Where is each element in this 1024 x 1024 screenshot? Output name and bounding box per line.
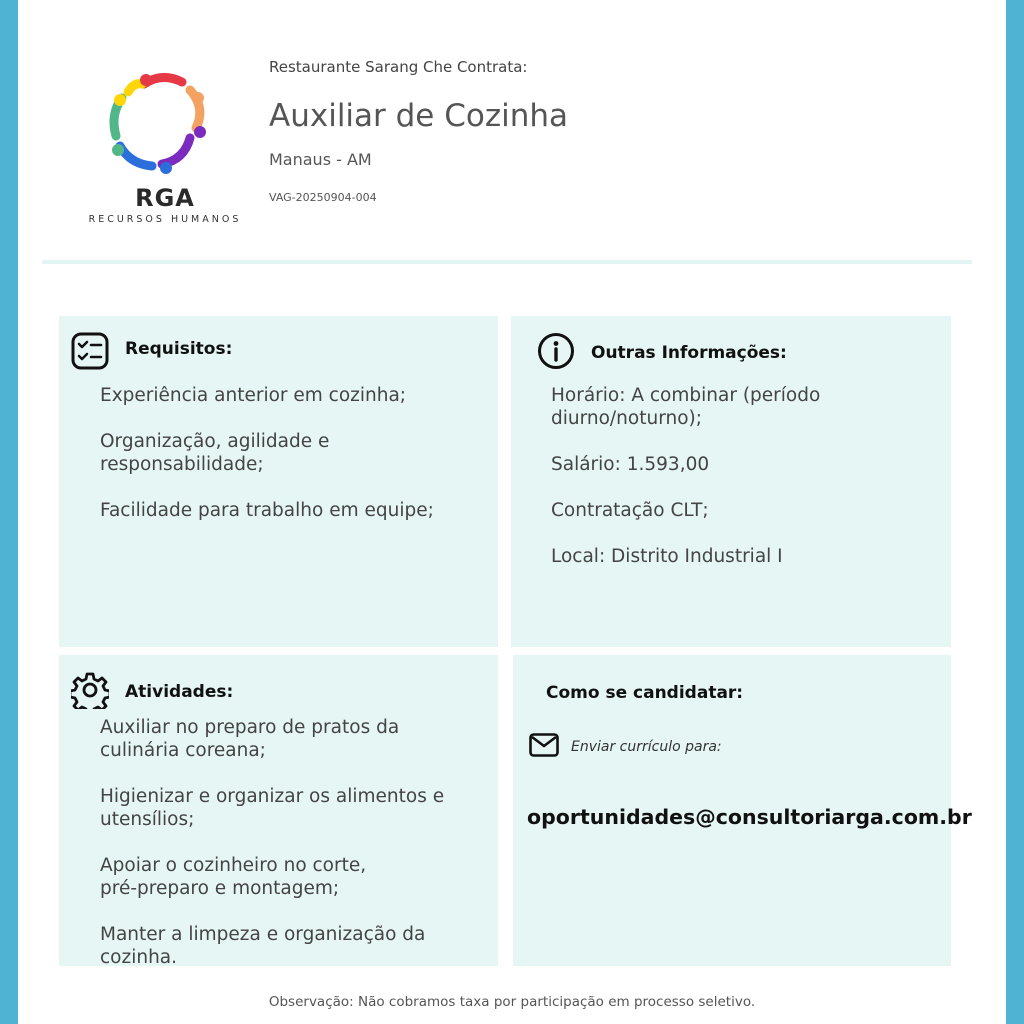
outras-informacoes-card xyxy=(511,316,951,647)
job-posting-sheet xyxy=(18,0,1006,1024)
outras-header xyxy=(537,332,787,374)
header-divider xyxy=(42,260,972,264)
list-item: Experiência anterior em cozinha; xyxy=(100,385,407,406)
list-item: Higienizar e organizar os alimentos e utensílios; xyxy=(100,786,445,830)
job-title: Auxiliar de Cozinha xyxy=(269,98,569,134)
job-code: VAG-20250904-004 xyxy=(269,191,377,204)
requisitos-title: Requisitos: xyxy=(125,339,233,359)
atividades-header xyxy=(71,671,233,713)
requisitos-header xyxy=(71,332,232,374)
list-item: Salário: 1.593,00 xyxy=(551,454,710,475)
apply-email-link[interactable]: oportunidades@consultoriarga.com.br xyxy=(527,805,972,829)
list-item: Apoiar o cozinheiro no corte, pré-preparo e montagem; xyxy=(100,855,367,899)
logo-subtitle: RECURSOS HUMANOS xyxy=(88,214,242,225)
candidatar-header xyxy=(546,683,743,703)
atividades-title: Atividades: xyxy=(125,682,234,702)
outras-title: Outras Informações: xyxy=(591,343,787,363)
list-item: Facilidade para trabalho em equipe; xyxy=(100,500,434,521)
list-item: Contratação CLT; xyxy=(551,500,709,521)
list-item: Auxiliar no preparo de pratos da culinária coreana; xyxy=(100,717,400,761)
company-kicker: Restaurante Sarang Che Contrata: xyxy=(269,58,528,76)
outras-list xyxy=(551,384,931,591)
como-se-candidatar-card xyxy=(513,655,972,966)
requisitos-card xyxy=(59,316,498,647)
footer-note: Observação: Não cobramos taxa por participação em processo seletivo. xyxy=(268,994,756,1010)
info-icon xyxy=(537,332,575,374)
logo-brand: RGA xyxy=(135,184,195,212)
apply-text: Enviar currículo para: xyxy=(571,739,722,755)
job-header xyxy=(269,58,568,204)
rga-logo-icon xyxy=(104,70,214,180)
list-item: Manter a limpeza e organização da cozinha. xyxy=(100,924,426,968)
atividades-card xyxy=(59,655,498,966)
list-item: Local: Distrito Industrial I xyxy=(551,546,783,567)
candidatar-title: Como se candidatar: xyxy=(546,683,744,703)
job-location: Manaus - AM xyxy=(269,150,372,169)
list-item: Horário: A combinar (período diurno/noturno); xyxy=(551,385,821,429)
apply-instruction xyxy=(529,733,722,761)
gear-icon xyxy=(71,671,109,713)
mail-icon xyxy=(529,733,559,761)
requisitos-list xyxy=(100,384,490,545)
rga-logo xyxy=(80,70,270,230)
checklist-icon xyxy=(71,332,109,374)
atividades-list xyxy=(100,716,485,992)
list-item: Organização, agilidade e responsabilidade; xyxy=(100,431,330,475)
